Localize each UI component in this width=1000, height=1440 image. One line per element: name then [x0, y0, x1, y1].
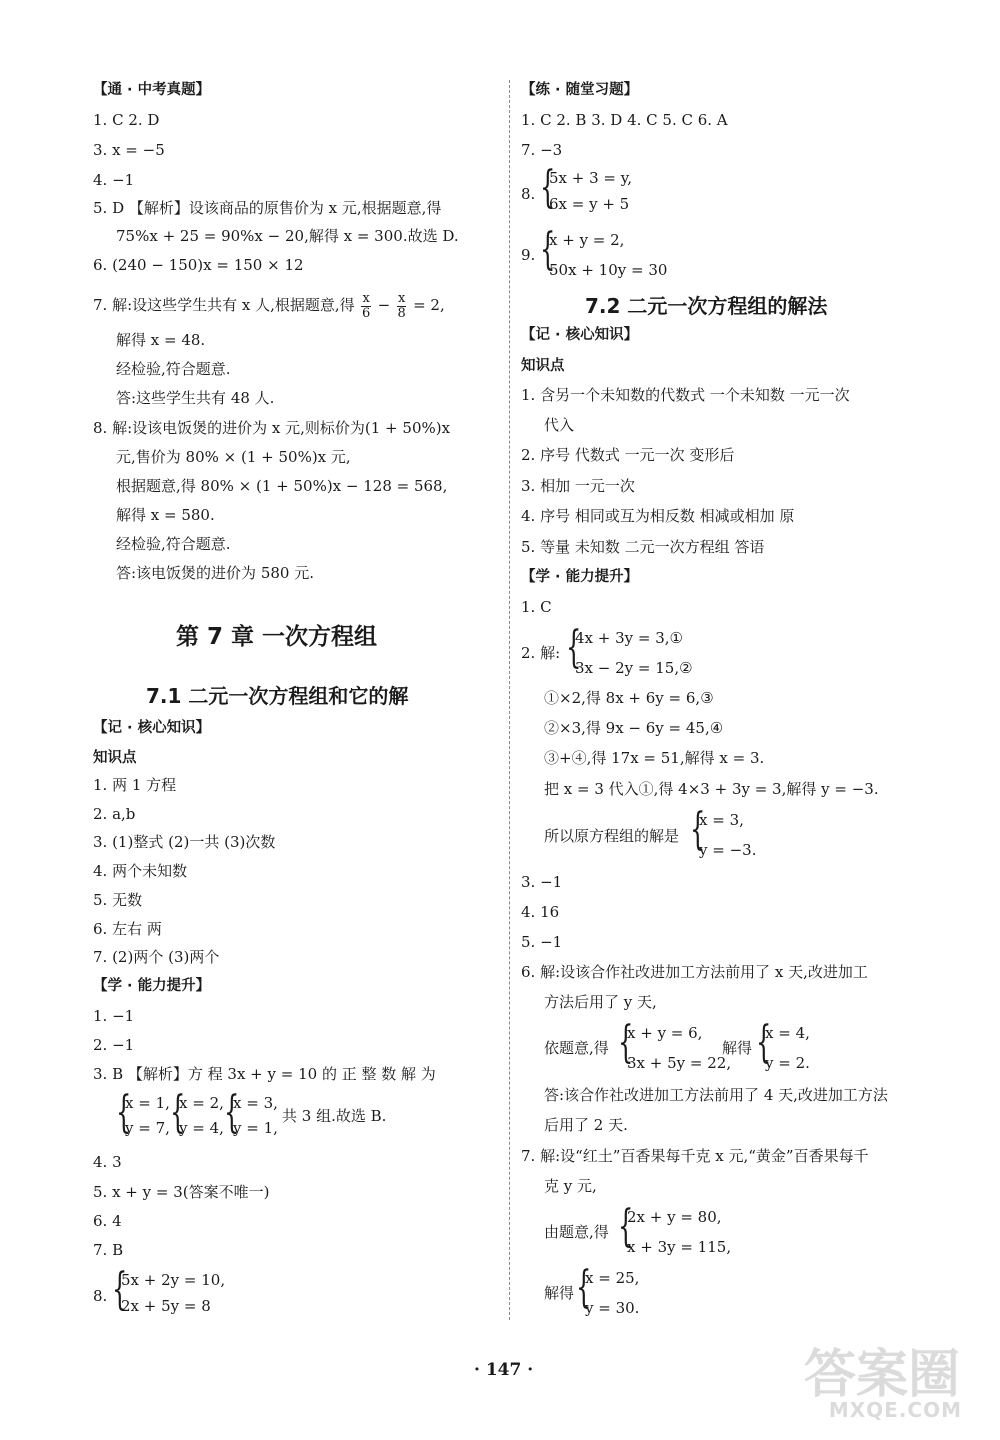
answer-line: 把 x = 3 代入①,得 4×3 + 3y = 3,解得 y = −3.: [544, 780, 879, 798]
answer-line: 经检验,符合题意.: [116, 535, 231, 553]
answer-label: 8.: [93, 1287, 108, 1305]
answer-line: 元,售价为 80% × (1 + 50%)x 元,: [116, 448, 351, 466]
answer-line: 2. a,b: [93, 805, 136, 823]
fraction-numerator: x: [397, 290, 406, 306]
equation: y = 1,: [233, 1119, 278, 1137]
equation: y = 7,: [125, 1119, 170, 1137]
answer-line: 解得: [722, 1039, 753, 1057]
equation: x = 3,: [233, 1094, 278, 1112]
answer-line: 1. 两 1 方程: [93, 776, 177, 794]
answer-line: 5. 无数: [93, 891, 143, 909]
answer-line: 根据题意,得 80% × (1 + 50%)x − 128 = 568,: [116, 477, 448, 495]
equation: y = 4,: [179, 1119, 224, 1137]
brace-icon: {: [576, 1262, 592, 1313]
equation: 50x + 10y = 30: [549, 261, 668, 279]
answer-line: 3. (1)整式 (2)一共 (3)次数: [93, 833, 276, 851]
answer-line: 解得: [544, 1284, 575, 1302]
fraction-suffix: = 2,: [413, 296, 445, 314]
watermark-url: MXQE.COM: [828, 1398, 962, 1422]
answer-line: 3. B 【解析】方 程 3x + y = 10 的 正 整 数 解 为: [93, 1065, 436, 1083]
answer-line: 5. −1: [521, 933, 563, 951]
section-header-lian: 【练 · 随堂习题】: [521, 82, 639, 98]
brace-icon: {: [618, 1017, 634, 1068]
answer-line: 方法后用了 y 天,: [544, 993, 657, 1011]
answer-line: 共 3 组.故选 B.: [282, 1107, 387, 1125]
page-number: · 147 ·: [474, 1360, 534, 1380]
answer-line: 依题意,得: [544, 1039, 609, 1057]
answer-line: 6. 4: [93, 1212, 122, 1230]
answer-line: 2. −1: [93, 1036, 135, 1054]
answer-line: 75%x + 25 = 90%x − 20,解得 x = 300.故选 D.: [116, 227, 459, 245]
watermark-text: 答案圈: [803, 1345, 960, 1405]
equation: 3x − 2y = 15,②: [575, 659, 693, 677]
answer-line: 经检验,符合题意.: [116, 360, 231, 378]
answer-line: 4. 3: [93, 1153, 122, 1171]
fraction-prefix: 7. 解:设这些学生共有 x 人,根据题意,得: [93, 296, 355, 314]
answer-line: 6. 左右 两: [93, 920, 162, 938]
section-title: 7.2 二元一次方程组的解法: [585, 294, 828, 318]
fraction-denominator: 8: [397, 305, 406, 321]
equation: 6x = y + 5: [549, 195, 630, 213]
equation: x = 1,: [125, 1094, 170, 1112]
equation: 3x + 5y = 22,: [627, 1054, 732, 1072]
chapter-title: 第 7 章 一次方程组: [176, 624, 378, 650]
answer-line: 6. (240 − 150)x = 150 × 12: [93, 256, 304, 274]
fraction: [361, 292, 370, 321]
answer-line: 5. x + y = 3(答案不唯一): [93, 1183, 270, 1201]
fraction: [397, 292, 406, 321]
brace-icon: {: [540, 224, 556, 275]
answer-line: 1. 含另一个未知数的代数式 一个未知数 一元一次: [521, 386, 850, 404]
answer-line: 7. −3: [521, 141, 563, 159]
equation: 5x + 2y = 10,: [121, 1271, 226, 1289]
answer-line: 答:这些学生共有 48 人.: [116, 389, 275, 407]
equation: y = −3.: [699, 841, 757, 859]
column-divider: [509, 80, 510, 1320]
answer-line: 解得 x = 580.: [116, 506, 215, 524]
answer-line: 代入: [544, 416, 575, 434]
answer-line: 后用了 2 天.: [544, 1116, 628, 1134]
answer-line: ②×3,得 9x − 6y = 45,④: [544, 719, 724, 737]
equation: x = 2,: [179, 1094, 224, 1112]
answer-line: 7. B: [93, 1241, 124, 1259]
brace-icon: {: [112, 1264, 128, 1315]
section-header-ji: 【记 · 核心知识】: [521, 327, 639, 343]
answer-line: 3. x = −5: [93, 141, 165, 159]
answer-line: ③+④,得 17x = 51,解得 x = 3.: [544, 749, 765, 767]
fraction-denominator: 6: [361, 305, 371, 321]
answer-line: ①×2,得 8x + 6y = 6,③: [544, 689, 714, 707]
answer-line: 3. −1: [521, 873, 563, 891]
watermark-logo: [730, 1332, 970, 1422]
answer-label: 9.: [521, 246, 536, 264]
answer-line: 7. 解:设“红土”百香果每千克 x 元,“黄金”百香果每千: [521, 1147, 869, 1165]
section-header-xue: 【学 · 能力提升】: [521, 569, 639, 585]
answer-line: 4. 16: [521, 903, 560, 921]
equation: x = 25,: [585, 1269, 640, 1287]
answer-line: 4. 序号 相同或互为相反数 相减或相加 原: [521, 507, 795, 525]
equation: 2x + 5y = 8: [121, 1297, 211, 1315]
answer-line: 答:该合作社改进加工方法前用了 4 天,改进加工方法: [544, 1086, 888, 1104]
brace-icon: {: [690, 804, 706, 855]
equation: y = 30.: [585, 1299, 640, 1317]
subheading: 知识点: [93, 750, 137, 766]
section-title: 7.1 二元一次方程组和它的解: [146, 684, 409, 708]
minus-sign: −: [377, 296, 391, 314]
answer-line: 1. C 2. B 3. D 4. C 5. C 6. A: [521, 111, 728, 129]
equation: 2x + y = 80,: [627, 1208, 722, 1226]
section-header-ji: 【记 · 核心知识】: [93, 720, 211, 736]
answer-line: 3. 相加 一元一次: [521, 477, 635, 495]
equation: x = 3,: [699, 811, 744, 829]
brace-icon: {: [540, 162, 556, 213]
equation: y = 2.: [765, 1054, 810, 1072]
answer-line: 2. 序号 代数式 一元一次 变形后: [521, 446, 735, 464]
answer-line-fraction: [93, 288, 445, 322]
answer-line: 8. 解:设该电饭煲的进价为 x 元,则标价为(1 + 50%)x: [93, 419, 451, 437]
answer-line: 5. D 【解析】设该商品的原售价为 x 元,根据题意,得: [93, 199, 442, 217]
answer-label: 2. 解:: [521, 644, 561, 662]
answer-line: 4. 两个未知数: [93, 862, 188, 880]
brace-icon: {: [116, 1087, 132, 1138]
equation: x + 3y = 115,: [627, 1238, 732, 1256]
answer-line: 7. (2)两个 (3)两个: [93, 948, 220, 966]
answer-line: 答:该电饭煲的进价为 580 元.: [116, 564, 314, 582]
equation: x + y = 2,: [549, 231, 625, 249]
answer-line: 6. 解:设该合作社改进加工方法前用了 x 天,改进加工: [521, 963, 868, 981]
answer-line: 1. C 2. D: [93, 111, 160, 129]
brace-icon: {: [756, 1017, 772, 1068]
brace-icon: {: [170, 1087, 186, 1138]
subheading: 知识点: [521, 358, 565, 374]
answer-label: 8.: [521, 185, 536, 203]
answer-line: 由题意,得: [544, 1223, 609, 1241]
section-header-tong: 【通 · 中考真题】: [93, 82, 211, 98]
brace-icon: {: [566, 622, 582, 673]
answer-line: 所以原方程组的解是: [544, 827, 680, 845]
equation: 4x + 3y = 3,①: [575, 629, 683, 647]
answer-line: 克 y 元,: [544, 1177, 597, 1195]
fraction-numerator: x: [362, 290, 370, 306]
section-header-xue: 【学 · 能力提升】: [93, 978, 211, 994]
equation: x + y = 6,: [627, 1024, 703, 1042]
answer-line: 解得 x = 48.: [116, 331, 206, 349]
equation: x = 4,: [765, 1024, 810, 1042]
answer-line: 1. −1: [93, 1007, 135, 1025]
answer-line: 4. −1: [93, 171, 135, 189]
brace-icon: {: [618, 1201, 634, 1252]
answer-line: 5. 等量 未知数 二元一次方程组 答语: [521, 538, 765, 556]
equation: 5x + 3 = y,: [549, 169, 633, 187]
brace-icon: {: [224, 1087, 240, 1138]
answer-line: 1. C: [521, 598, 552, 616]
